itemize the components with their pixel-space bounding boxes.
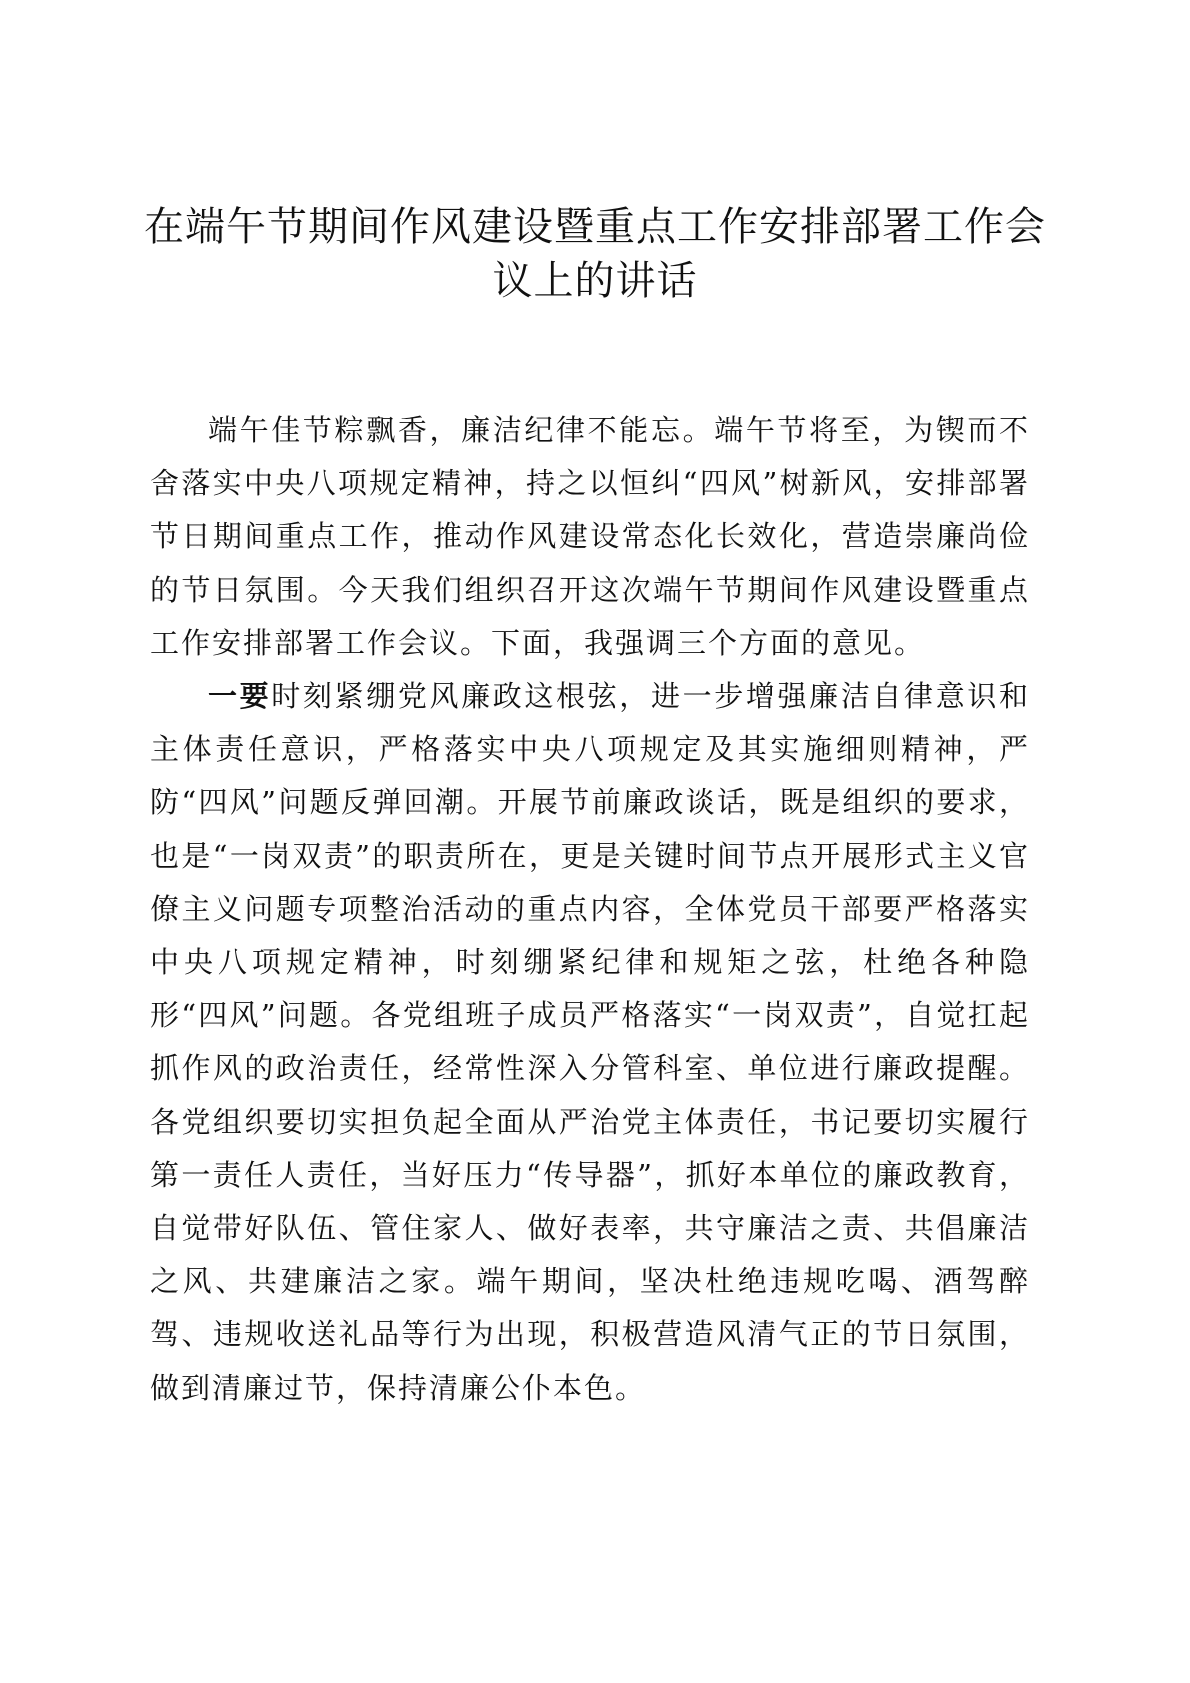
paragraph-intro [150, 404, 1030, 670]
document-body [150, 404, 1030, 1415]
document-title: 在端午节期间作风建设暨重点工作安排部署工作会议上的讲话 [144, 204, 1046, 304]
paragraph-text: 端午佳节粽飘香，廉洁纪律不能忘。端午节将至，为锲而不舍落实中央八项规定精神，持之以恒纠“四风”树新风，安排部署节日期间重点工作，推动作风建设常态化长效化，营造崇廉尚俭的节日氛围。今天我们组织召开这次端午节期间作风建设暨重点工作安排部署工作会议。下面，我强调三个方面的意见。 [150, 413, 1030, 660]
paragraph-point-one [150, 670, 1030, 1415]
paragraph-lead: 一要 [208, 679, 272, 714]
paragraph-text: 时刻紧绷党风廉政这根弦，进一步增强廉洁自律意识和主体责任意识，严格落实中央八项规定及其实施细则精神，严防“四风”问题反弹回潮。开展节前廉政谈话，既是组织的要求，也是“一岗双责”的职责所在，更是关键时间节点开展形式主义官僚主义问题专项整治活动的重点内容，全体党员干部要严格落实中央八项规定精神，时刻绷紧纪律和规矩之弦，杜绝各种隐形“四风”问题。各党组班子成员严格落实“一岗双责”，自觉扛起抓作风的政治责任，经常性深入分管科室、单位进行廉政提醒。各党组织要切实担负起全面从严治党主体责任，书记要切实履行第一责任人责任，当好压力“传导器”，抓好本单位的廉政教育，自觉带好队伍、管住家人、做好表率，共守廉洁之责、共倡廉洁之风、共建廉洁之家。端午期间，坚决杜绝违规吃喝、酒驾醉驾、违规收送礼品等行为出现，积极营造风清气正的节日氛围，做到清廉过节，保持清廉公仆本色。 [150, 679, 1030, 1405]
